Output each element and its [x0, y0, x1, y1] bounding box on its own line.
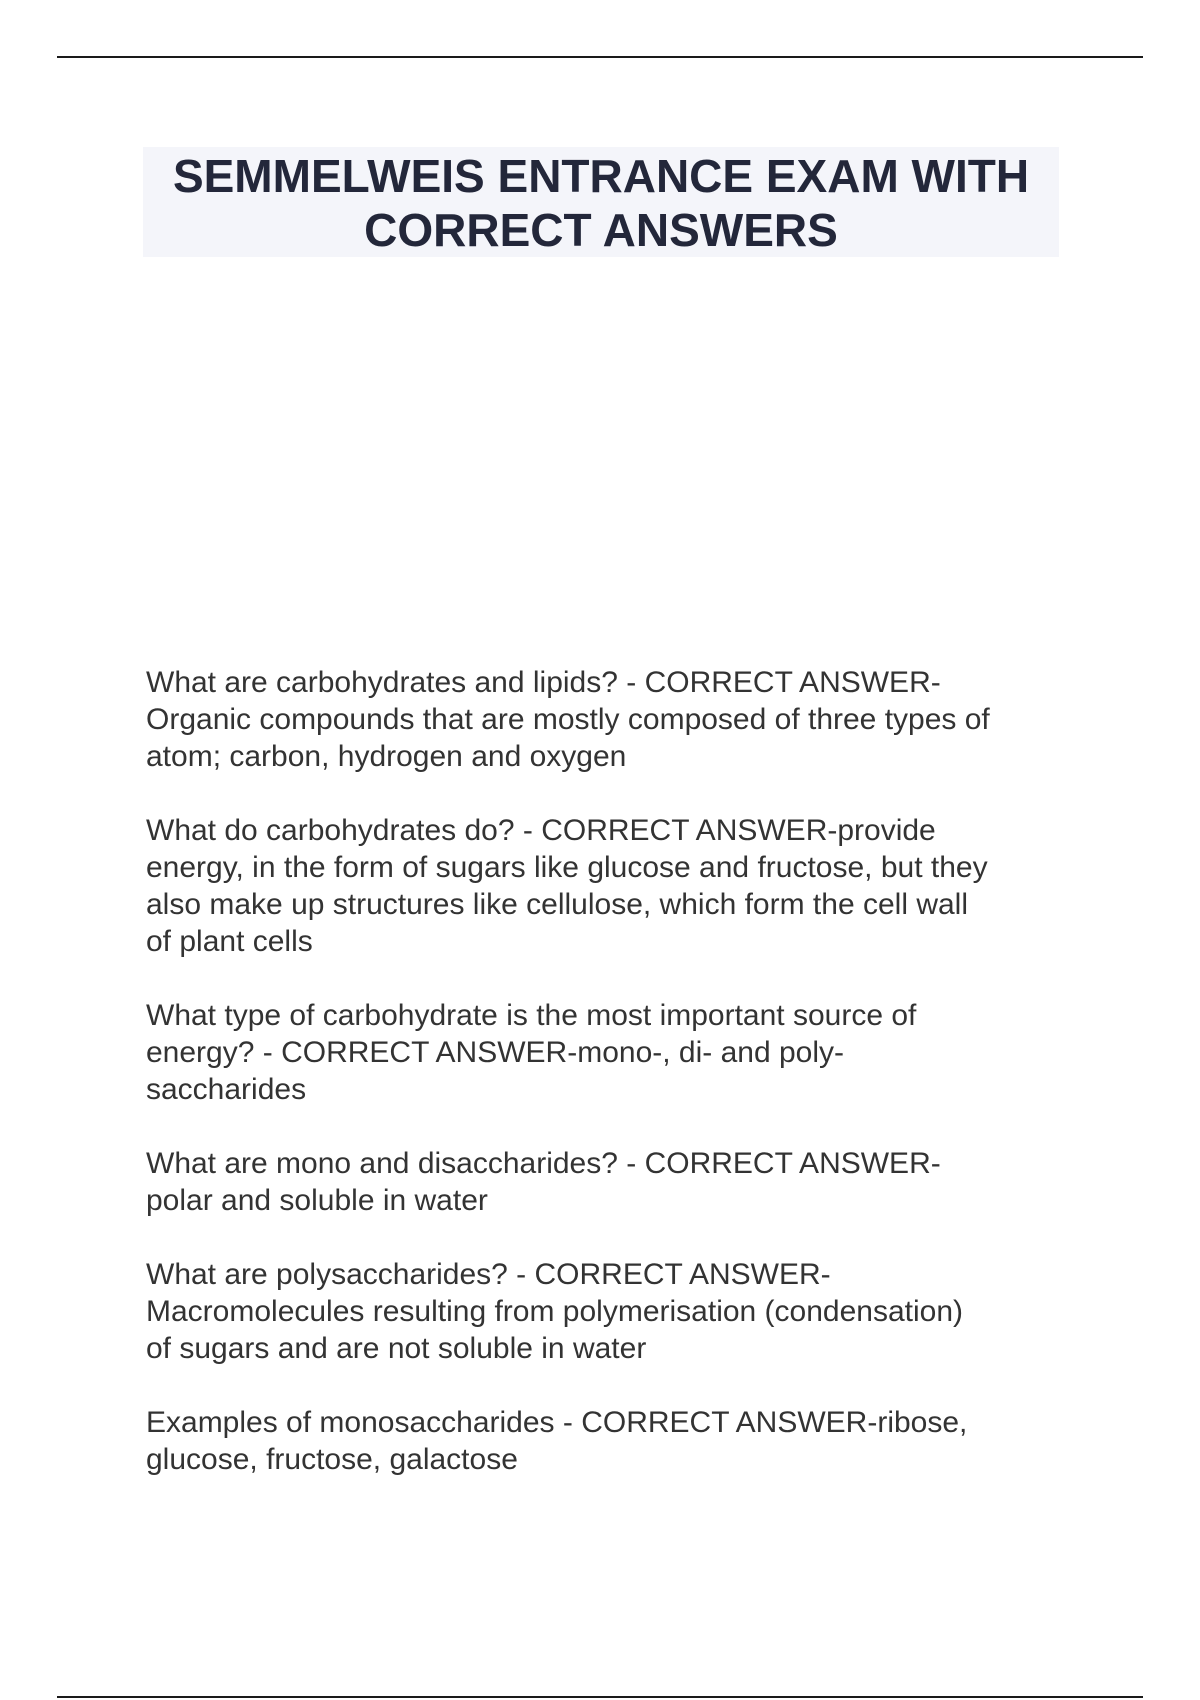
qa-line: atom; carbon, hydrogen and oxygen: [146, 740, 627, 773]
top-divider: [57, 56, 1143, 58]
qa-item: [146, 1404, 1066, 1478]
qa-line: energy? - CORRECT ANSWER-mono-, di- and poly-: [146, 1036, 844, 1069]
qa-line: also make up structures like cellulose, which form the cell wall: [146, 888, 968, 921]
qa-line: Organic compounds that are mostly composed of three types of: [146, 703, 990, 736]
qa-list: [146, 664, 1066, 1515]
title-line-2: CORRECT ANSWERS: [364, 204, 838, 256]
qa-line: glucose, fructose, galactose: [146, 1443, 518, 1476]
qa-item: [146, 1256, 1066, 1367]
qa-line: What type of carbohydrate is the most important source of: [146, 999, 917, 1032]
qa-line: What are polysaccharides? - CORRECT ANSWER-: [146, 1258, 831, 1291]
qa-item: [146, 997, 1066, 1108]
qa-line: of sugars and are not soluble in water: [146, 1332, 647, 1365]
title-banner: [143, 147, 1059, 257]
qa-line: What are carbohydrates and lipids? - CORRECT ANSWER-: [146, 666, 941, 699]
qa-line: of plant cells: [146, 925, 313, 958]
qa-line: energy, in the form of sugars like glucose and fructose, but they: [146, 851, 988, 884]
document-title: [143, 147, 1059, 257]
qa-item: [146, 664, 1066, 775]
qa-line: Examples of monosaccharides - CORRECT ANSWER-ribose,: [146, 1406, 968, 1439]
qa-line: What do carbohydrates do? - CORRECT ANSWER-provide: [146, 814, 936, 847]
qa-item: [146, 1145, 1066, 1219]
qa-line: saccharides: [146, 1073, 307, 1106]
qa-item: [146, 812, 1066, 960]
qa-line: What are mono and disaccharides? - CORRECT ANSWER-: [146, 1147, 941, 1180]
title-line-1: SEMMELWEIS ENTRANCE EXAM WITH: [172, 150, 1030, 202]
qa-line: Macromolecules resulting from polymerisation (condensation): [146, 1295, 964, 1328]
bottom-divider: [57, 1696, 1143, 1698]
qa-line: polar and soluble in water: [146, 1184, 488, 1217]
